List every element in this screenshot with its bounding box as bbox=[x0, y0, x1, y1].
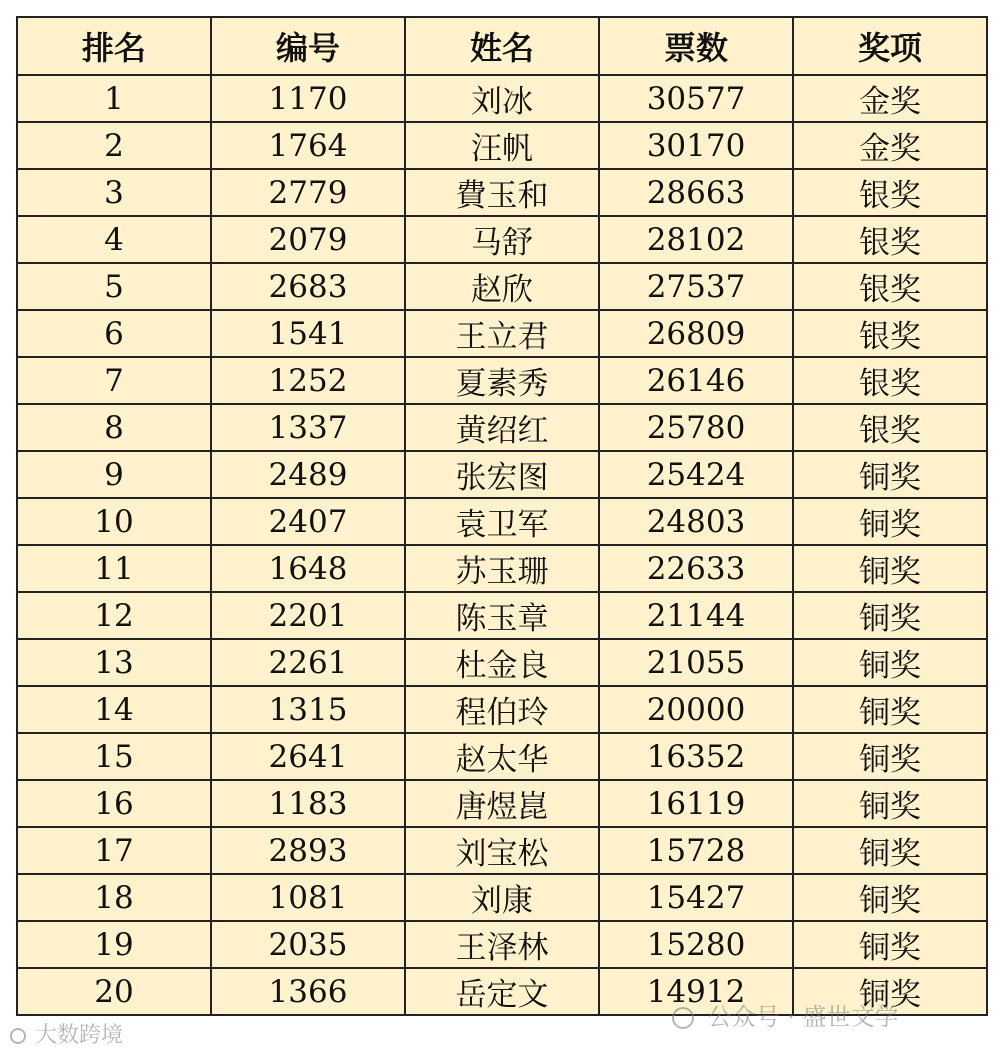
table-row bbox=[17, 122, 987, 169]
table-row bbox=[17, 545, 987, 592]
votes-cell: 27537 bbox=[599, 263, 793, 310]
votes-cell: 25424 bbox=[599, 451, 793, 498]
table-body bbox=[17, 75, 987, 1015]
table-row bbox=[17, 968, 987, 1015]
ranking-table bbox=[16, 16, 988, 1016]
award-cell: 铜奖 bbox=[793, 545, 987, 592]
name-cell: 費玉和 bbox=[405, 169, 599, 216]
award-cell: 铜奖 bbox=[793, 827, 987, 874]
id-cell: 1081 bbox=[211, 874, 405, 921]
award-cell: 铜奖 bbox=[793, 686, 987, 733]
name-cell: 王泽林 bbox=[405, 921, 599, 968]
header-row bbox=[17, 17, 987, 75]
id-cell: 1337 bbox=[211, 404, 405, 451]
table-row bbox=[17, 498, 987, 545]
header-award: 奖项 bbox=[793, 17, 987, 75]
votes-cell: 22633 bbox=[599, 545, 793, 592]
award-cell: 金奖 bbox=[793, 75, 987, 122]
rank-cell: 2 bbox=[17, 122, 211, 169]
award-cell: 铜奖 bbox=[793, 451, 987, 498]
id-cell: 1764 bbox=[211, 122, 405, 169]
votes-cell: 24803 bbox=[599, 498, 793, 545]
id-cell: 2641 bbox=[211, 733, 405, 780]
award-cell: 银奖 bbox=[793, 357, 987, 404]
votes-cell: 30170 bbox=[599, 122, 793, 169]
award-cell: 铜奖 bbox=[793, 968, 987, 1015]
name-cell: 袁卫军 bbox=[405, 498, 599, 545]
rank-cell: 20 bbox=[17, 968, 211, 1015]
votes-cell: 15427 bbox=[599, 874, 793, 921]
rank-cell: 6 bbox=[17, 310, 211, 357]
name-cell: 陈玉章 bbox=[405, 592, 599, 639]
name-cell: 夏素秀 bbox=[405, 357, 599, 404]
name-cell: 张宏图 bbox=[405, 451, 599, 498]
id-cell: 2893 bbox=[211, 827, 405, 874]
table-row bbox=[17, 357, 987, 404]
id-cell: 1183 bbox=[211, 780, 405, 827]
rank-cell: 12 bbox=[17, 592, 211, 639]
award-cell: 金奖 bbox=[793, 122, 987, 169]
table-row bbox=[17, 827, 987, 874]
table-row bbox=[17, 310, 987, 357]
award-cell: 银奖 bbox=[793, 216, 987, 263]
rank-cell: 16 bbox=[17, 780, 211, 827]
table-row bbox=[17, 216, 987, 263]
header-rank: 排名 bbox=[17, 17, 211, 75]
rank-cell: 10 bbox=[17, 498, 211, 545]
votes-cell: 26809 bbox=[599, 310, 793, 357]
rank-cell: 5 bbox=[17, 263, 211, 310]
votes-cell: 20000 bbox=[599, 686, 793, 733]
name-cell: 马舒 bbox=[405, 216, 599, 263]
id-cell: 2035 bbox=[211, 921, 405, 968]
rank-cell: 14 bbox=[17, 686, 211, 733]
votes-cell: 28102 bbox=[599, 216, 793, 263]
votes-cell: 16119 bbox=[599, 780, 793, 827]
award-cell: 铜奖 bbox=[793, 733, 987, 780]
votes-cell: 26146 bbox=[599, 357, 793, 404]
rank-cell: 11 bbox=[17, 545, 211, 592]
rank-cell: 13 bbox=[17, 639, 211, 686]
votes-cell: 16352 bbox=[599, 733, 793, 780]
rank-cell: 18 bbox=[17, 874, 211, 921]
name-cell: 汪帆 bbox=[405, 122, 599, 169]
name-cell: 刘宝松 bbox=[405, 827, 599, 874]
table-row bbox=[17, 75, 987, 122]
table-header bbox=[17, 17, 987, 75]
watermark-right-text: 公众号 · 盛世文学 bbox=[707, 1003, 899, 1031]
table-row bbox=[17, 733, 987, 780]
id-cell: 2261 bbox=[211, 639, 405, 686]
id-cell: 2683 bbox=[211, 263, 405, 310]
rank-cell: 9 bbox=[17, 451, 211, 498]
votes-cell: 14912 bbox=[599, 968, 793, 1015]
name-cell: 岳定文 bbox=[405, 968, 599, 1015]
id-cell: 2489 bbox=[211, 451, 405, 498]
id-cell: 1170 bbox=[211, 75, 405, 122]
rank-cell: 7 bbox=[17, 357, 211, 404]
table-row bbox=[17, 169, 987, 216]
award-cell: 银奖 bbox=[793, 263, 987, 310]
header-name: 姓名 bbox=[405, 17, 599, 75]
id-cell: 2779 bbox=[211, 169, 405, 216]
name-cell: 程伯玲 bbox=[405, 686, 599, 733]
name-cell: 刘康 bbox=[405, 874, 599, 921]
rank-cell: 8 bbox=[17, 404, 211, 451]
name-cell: 苏玉珊 bbox=[405, 545, 599, 592]
id-cell: 1366 bbox=[211, 968, 405, 1015]
award-cell: 铜奖 bbox=[793, 921, 987, 968]
rank-cell: 4 bbox=[17, 216, 211, 263]
table-row bbox=[17, 780, 987, 827]
table-row bbox=[17, 874, 987, 921]
name-cell: 王立君 bbox=[405, 310, 599, 357]
award-cell: 铜奖 bbox=[793, 592, 987, 639]
name-cell: 赵欣 bbox=[405, 263, 599, 310]
header-id: 编号 bbox=[211, 17, 405, 75]
award-cell: 银奖 bbox=[793, 310, 987, 357]
award-cell: 银奖 bbox=[793, 169, 987, 216]
votes-cell: 28663 bbox=[599, 169, 793, 216]
id-cell: 2079 bbox=[211, 216, 405, 263]
id-cell: 1315 bbox=[211, 686, 405, 733]
name-cell: 杜金良 bbox=[405, 639, 599, 686]
rank-cell: 3 bbox=[17, 169, 211, 216]
watermark-left-text: 大数跨境 bbox=[35, 1023, 124, 1048]
award-cell: 铜奖 bbox=[793, 874, 987, 921]
name-cell: 黄绍红 bbox=[405, 404, 599, 451]
table-row bbox=[17, 263, 987, 310]
watermark-left bbox=[10, 1018, 123, 1049]
award-cell: 铜奖 bbox=[793, 639, 987, 686]
rank-cell: 1 bbox=[17, 75, 211, 122]
table-row bbox=[17, 639, 987, 686]
votes-cell: 21144 bbox=[599, 592, 793, 639]
votes-cell: 30577 bbox=[599, 75, 793, 122]
name-cell: 唐煜崑 bbox=[405, 780, 599, 827]
id-cell: 1252 bbox=[211, 357, 405, 404]
rank-cell: 19 bbox=[17, 921, 211, 968]
table-row bbox=[17, 686, 987, 733]
award-cell: 铜奖 bbox=[793, 498, 987, 545]
votes-cell: 15280 bbox=[599, 921, 793, 968]
id-cell: 1648 bbox=[211, 545, 405, 592]
watermark-logo-icon bbox=[10, 1028, 26, 1044]
award-cell: 银奖 bbox=[793, 404, 987, 451]
id-cell: 2201 bbox=[211, 592, 405, 639]
id-cell: 1541 bbox=[211, 310, 405, 357]
votes-cell: 15728 bbox=[599, 827, 793, 874]
header-votes: 票数 bbox=[599, 17, 793, 75]
table-row bbox=[17, 404, 987, 451]
votes-cell: 25780 bbox=[599, 404, 793, 451]
name-cell: 刘冰 bbox=[405, 75, 599, 122]
name-cell: 赵太华 bbox=[405, 733, 599, 780]
id-cell: 2407 bbox=[211, 498, 405, 545]
table-row bbox=[17, 451, 987, 498]
votes-cell: 21055 bbox=[599, 639, 793, 686]
table-row bbox=[17, 921, 987, 968]
award-cell: 铜奖 bbox=[793, 780, 987, 827]
rank-cell: 15 bbox=[17, 733, 211, 780]
rank-cell: 17 bbox=[17, 827, 211, 874]
table-row bbox=[17, 592, 987, 639]
